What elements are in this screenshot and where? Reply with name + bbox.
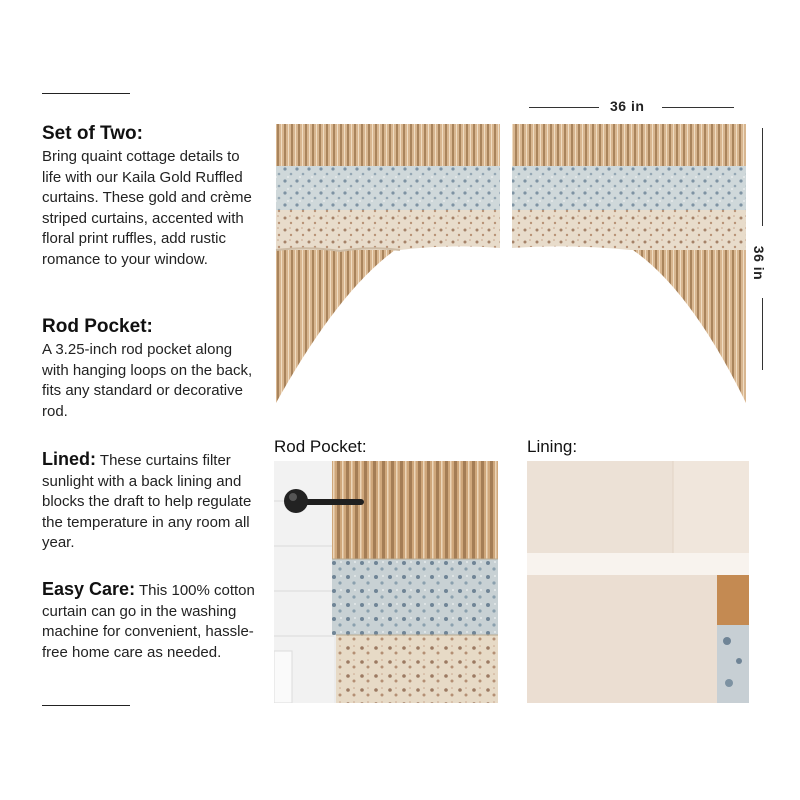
width-dimension-label: 36 in [610,98,645,114]
right-curtain-panel [512,124,746,403]
swag-curtain-illustration [270,118,760,413]
lined-title: Lined: [42,449,96,469]
lined-body: These curtains filter sunlight with a back lining and blocks the draft to help regulate the temperature in any room all year. [42,452,252,552]
set-of-two-section [42,122,257,271]
easy-care-body: This 100% cotton curtain can go in the washing machine for convenient, hassle-free home care as needed. [42,582,255,661]
width-dimension-line-left [529,107,599,108]
lining-seam [717,575,749,703]
rod-pocket-body: A 3.25-inch rod pocket along with hanging loops on the back, fits any standard or decorative rod. [42,341,253,420]
rod-pocket-section [42,315,257,422]
width-dimension-line-right [662,107,734,108]
top-divider [42,93,130,94]
easy-care-section [42,579,257,663]
set-of-two-title: Set of Two: [42,123,143,144]
lined-section [42,449,257,554]
lining-photo [527,461,749,703]
easy-care-title: Easy Care: [42,579,136,599]
height-dimension-label: 36 in [751,245,768,281]
left-curtain-panel [276,124,500,403]
lining-photo-label: Lining: [527,437,578,456]
height-dimension-line-bottom [762,298,763,370]
rod-pocket-title: Rod Pocket: [42,316,153,337]
rod-pocket-photo-label: Rod Pocket: [274,437,367,456]
set-of-two-body: Bring quaint cottage details to life with our Kaila Gold Ruffled curtains. These gold and crème striped curtains, accented with floral print ruffles, add rustic romance to your window. [42,148,252,268]
height-dimension-line-top [762,128,763,226]
rod-pocket-photo [274,461,498,703]
bottom-divider [42,705,130,706]
